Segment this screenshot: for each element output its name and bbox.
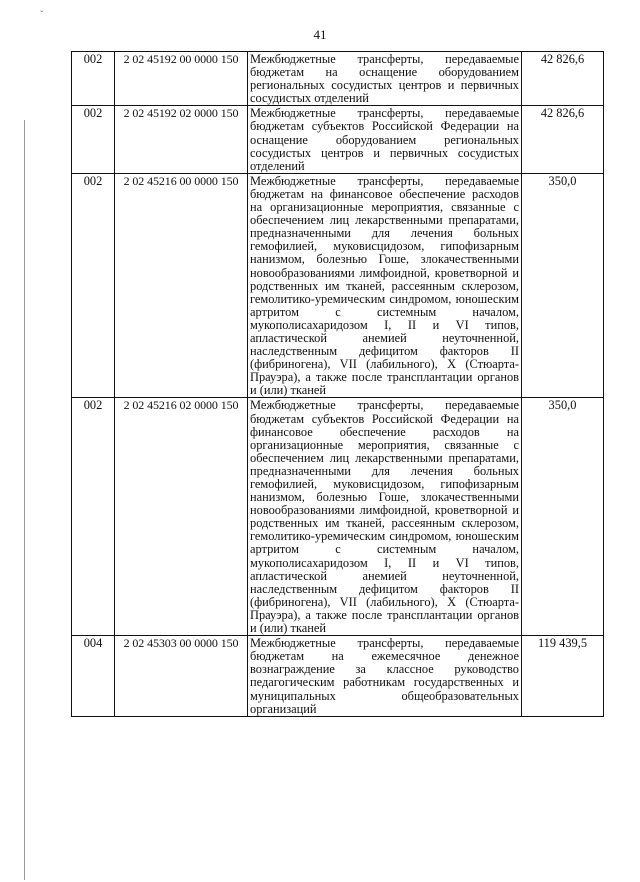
description-cell: Межбюджетные трансферты, передаваемые бюджетам субъектов Российской Федерации на финансовое обеспечение расходов на организационные мероприятия, связанные с обеспечением лиц лекарственными препаратами, предназначенными для лечения больных гемофилией, муковисцидозом, гипофизарным нанизмом, болезнью Гоше, злокачественными новообразованиями лимфоидной, кроветворной и родственных им тканей, рассеянным склерозом, гемолитико-уремическим синдромом, юношеским артритом с системным началом, мукополисахаридозом I, II и VI типов, апластической анемией неуточненной, наследственным дефицитом факторов II (фибриногена), VII (лабильного), X (Стюарта-Прауэра), а также после трансплантации органов и (или) тканей (248, 398, 522, 636)
description-cell: Межбюджетные трансферты, передаваемые бюджетам субъектов Российской Федерации на оснащение оборудованием региональных сосудистых центров и первичных сосудистых отделений (248, 106, 522, 173)
amount-cell: 350,0 (522, 398, 604, 636)
amount-cell: 350,0 (522, 173, 604, 398)
scan-mark: ˇ (40, 10, 44, 21)
table-row (72, 52, 604, 106)
budget-code-cell: 2 02 45216 00 0000 150 (115, 173, 248, 398)
description-cell: Межбюджетные трансферты, передаваемые бюджетам на ежемесячное денежное вознаграждение за классное руководство педагогическим работникам государственных и муниципальных общеобразовательных организаций (248, 636, 522, 717)
admin-code-cell: 002 (72, 173, 115, 398)
amount-cell: 42 826,6 (522, 52, 604, 106)
page-number: 41 (313, 27, 327, 42)
table-row (72, 106, 604, 173)
table-row (72, 636, 604, 717)
budget-table (71, 51, 604, 717)
table-row (72, 398, 604, 636)
budget-code-cell: 2 02 45216 02 0000 150 (115, 398, 248, 636)
scan-margin-line (24, 120, 25, 880)
admin-code-cell: 004 (72, 636, 115, 717)
table-row (72, 173, 604, 398)
description-cell: Межбюджетные трансферты, передаваемые бюджетам на оснащение оборудованием региональных сосудистых центров и первичных сосудистых отделений (248, 52, 522, 106)
amount-cell: 119 439,5 (522, 636, 604, 717)
admin-code-cell: 002 (72, 52, 115, 106)
budget-code-cell: 2 02 45303 00 0000 150 (115, 636, 248, 717)
budget-code-cell: 2 02 45192 02 0000 150 (115, 106, 248, 173)
budget-code-cell: 2 02 45192 00 0000 150 (115, 52, 248, 106)
admin-code-cell: 002 (72, 398, 115, 636)
amount-cell: 42 826,6 (522, 106, 604, 173)
description-cell: Межбюджетные трансферты, передаваемые бюджетам на финансовое обеспечение расходов на организационные мероприятия, связанные с обеспечением лиц лекарственными препаратами, предназначенными для лечения больных гемофилией, муковисцидозом, гипофизарным нанизмом, болезнью Гоше, злокачественными новообразованиями лимфоидной, кроветворной и родственных им тканей, рассеянным склерозом, гемолитико-уремическим синдромом, юношеским артритом с системным началом, мукополисахаридозом I, II и VI типов, апластической анемией неуточненной, наследственным дефицитом факторов II (фибриногена), VII (лабильного), X (Стюарта-Прауэра), а также после трансплантации органов и (или) тканей (248, 173, 522, 398)
admin-code-cell: 002 (72, 106, 115, 173)
